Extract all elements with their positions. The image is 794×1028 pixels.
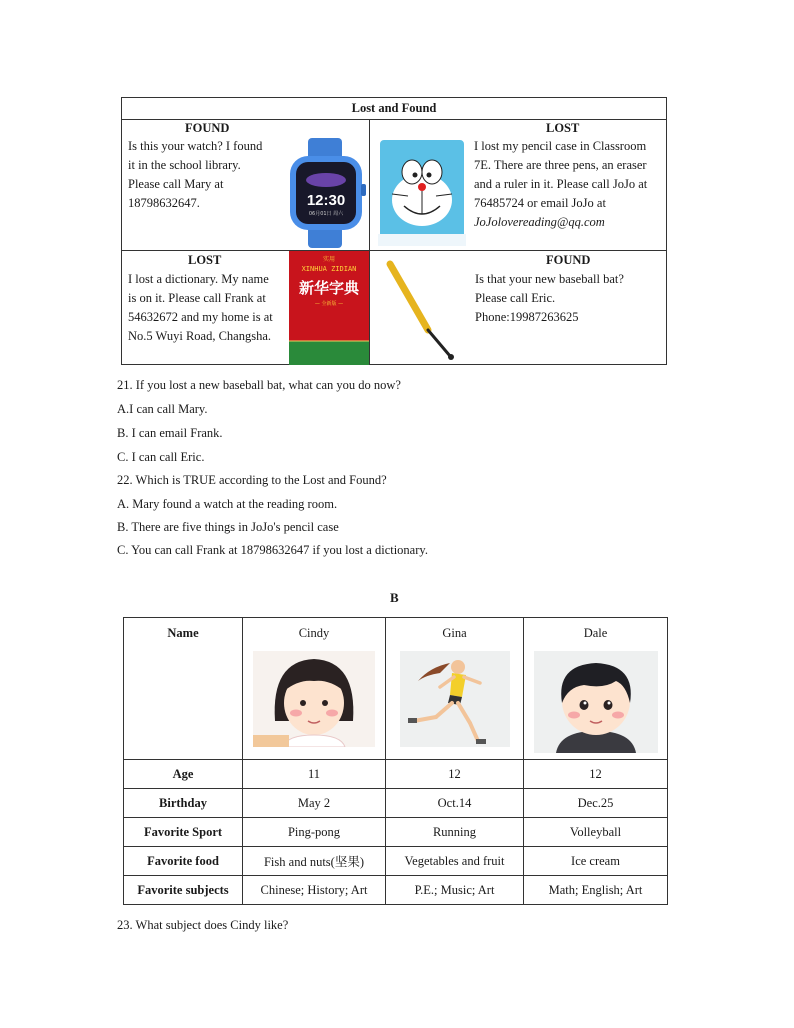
person-cindy bbox=[243, 618, 386, 760]
dictionary-image bbox=[289, 251, 369, 365]
question-22: 22. Which is TRUE according to the Lost and Found? bbox=[117, 473, 387, 487]
book-pinyin: XINHUA ZIDIAN bbox=[301, 265, 357, 273]
cell-1-line: it in the school library. bbox=[128, 158, 241, 172]
row-label-name: Name bbox=[124, 618, 243, 760]
table-row bbox=[124, 876, 668, 905]
cell-3-line: No.5 Wuyi Road, Changsha. bbox=[128, 329, 272, 343]
cell-1-text bbox=[128, 137, 262, 213]
cell-subjects: Math; English; Art bbox=[524, 876, 668, 905]
cell-3-line: I lost a dictionary. My name bbox=[128, 272, 269, 286]
dale-portrait-image bbox=[534, 651, 658, 753]
person-name: Cindy bbox=[298, 626, 330, 640]
question-21: 21. If you lost a new baseball bat, what can you do now? bbox=[117, 378, 401, 392]
row-label-birthday: Birthday bbox=[124, 789, 243, 818]
cell-4-heading: FOUND bbox=[546, 253, 591, 267]
cell-food: Vegetables and fruit bbox=[386, 847, 524, 876]
cell-birthday: May 2 bbox=[243, 789, 386, 818]
cell-subjects: Chinese; History; Art bbox=[243, 876, 386, 905]
cell-age: 12 bbox=[386, 760, 524, 789]
cell-3-line: 54632672 and my home is at bbox=[128, 310, 273, 324]
row-label-sport: Favorite Sport bbox=[124, 818, 243, 847]
watch-date: 06月01日 周六 bbox=[308, 211, 344, 217]
cell-2-line: I lost my pencil case in Classroom bbox=[474, 139, 647, 153]
cell-4-line: Phone:19987263625 bbox=[475, 310, 579, 324]
cell-2-line: 7E. There are three pens, an eraser bbox=[474, 158, 647, 172]
person-name: Dale bbox=[583, 626, 608, 640]
row-label-subjects: Favorite subjects bbox=[124, 876, 243, 905]
cell-1-heading: FOUND bbox=[185, 121, 230, 135]
row-label-food: Favorite food bbox=[124, 847, 243, 876]
smartwatch-image bbox=[282, 138, 370, 248]
cell-3-heading: LOST bbox=[188, 253, 222, 267]
lost-and-found-title: Lost and Found bbox=[122, 98, 666, 120]
question-23: 23. What subject does Cindy like? bbox=[117, 918, 289, 932]
cell-2-line: and a ruler in it. Please call JoJo at bbox=[474, 177, 648, 191]
question-21-option-c[interactable]: C. I can call Eric. bbox=[117, 450, 205, 464]
question-22-option-c[interactable]: C. You can call Frank at 18798632647 if you lost a dictionary. bbox=[117, 543, 428, 557]
baseball-bat-image bbox=[378, 256, 468, 362]
person-dale bbox=[524, 618, 668, 760]
cell-age: 11 bbox=[243, 760, 386, 789]
cell-birthday: Dec.25 bbox=[524, 789, 668, 818]
pencil-case-image bbox=[378, 138, 466, 248]
table-divider-horizontal bbox=[122, 250, 666, 251]
cell-3-line: is on it. Please call Frank at bbox=[128, 291, 266, 305]
cindy-portrait-image bbox=[253, 651, 375, 747]
cell-food: Ice cream bbox=[524, 847, 668, 876]
cell-4-text bbox=[475, 270, 624, 327]
gina-running-image bbox=[400, 651, 510, 747]
cell-3-text bbox=[128, 270, 273, 346]
cell-subjects: P.E.; Music; Art bbox=[386, 876, 524, 905]
question-22-option-b[interactable]: B. There are five things in JoJo's pencil case bbox=[117, 520, 339, 534]
cell-4-line: Please call Eric. bbox=[475, 291, 556, 305]
cell-sport: Volleyball bbox=[524, 818, 668, 847]
watch-time: 12:30 bbox=[306, 192, 346, 209]
cell-age: 12 bbox=[524, 760, 668, 789]
section-b-label: B bbox=[390, 590, 399, 605]
book-title: 新华字典 bbox=[298, 279, 360, 297]
person-gina bbox=[386, 618, 524, 760]
table-row bbox=[124, 818, 668, 847]
profile-table bbox=[123, 617, 668, 905]
cell-2-text bbox=[474, 137, 647, 232]
cell-2-email: JoJolovereading@qq.com bbox=[474, 215, 605, 229]
lost-and-found-table bbox=[121, 97, 667, 365]
row-label-age: Age bbox=[124, 760, 243, 789]
cell-1-line: Please call Mary at bbox=[128, 177, 224, 191]
cell-birthday: Oct.14 bbox=[386, 789, 524, 818]
cell-2-line: 76485724 or email JoJo at bbox=[474, 196, 606, 210]
table-row bbox=[124, 847, 668, 876]
cell-food: Fish and nuts(坚果) bbox=[243, 847, 386, 876]
cell-1-line: Is this your watch? I found bbox=[128, 139, 263, 153]
cell-2-heading: LOST bbox=[546, 121, 580, 135]
cell-4-line: Is that your new baseball bat? bbox=[475, 272, 624, 286]
table-row bbox=[124, 618, 668, 760]
book-sub: — 全新版 — bbox=[314, 301, 344, 307]
table-row bbox=[124, 789, 668, 818]
question-21-option-b[interactable]: B. I can email Frank. bbox=[117, 426, 223, 440]
cell-sport: Ping-pong bbox=[243, 818, 386, 847]
person-name: Gina bbox=[442, 626, 467, 640]
question-21-option-a[interactable]: A.I can call Mary. bbox=[117, 402, 208, 416]
question-22-option-a[interactable]: A. Mary found a watch at the reading room. bbox=[117, 497, 338, 511]
cell-sport: Running bbox=[386, 818, 524, 847]
table-row bbox=[124, 760, 668, 789]
cell-1-line: 18798632647. bbox=[128, 196, 200, 210]
book-top: 实用 bbox=[322, 256, 336, 263]
